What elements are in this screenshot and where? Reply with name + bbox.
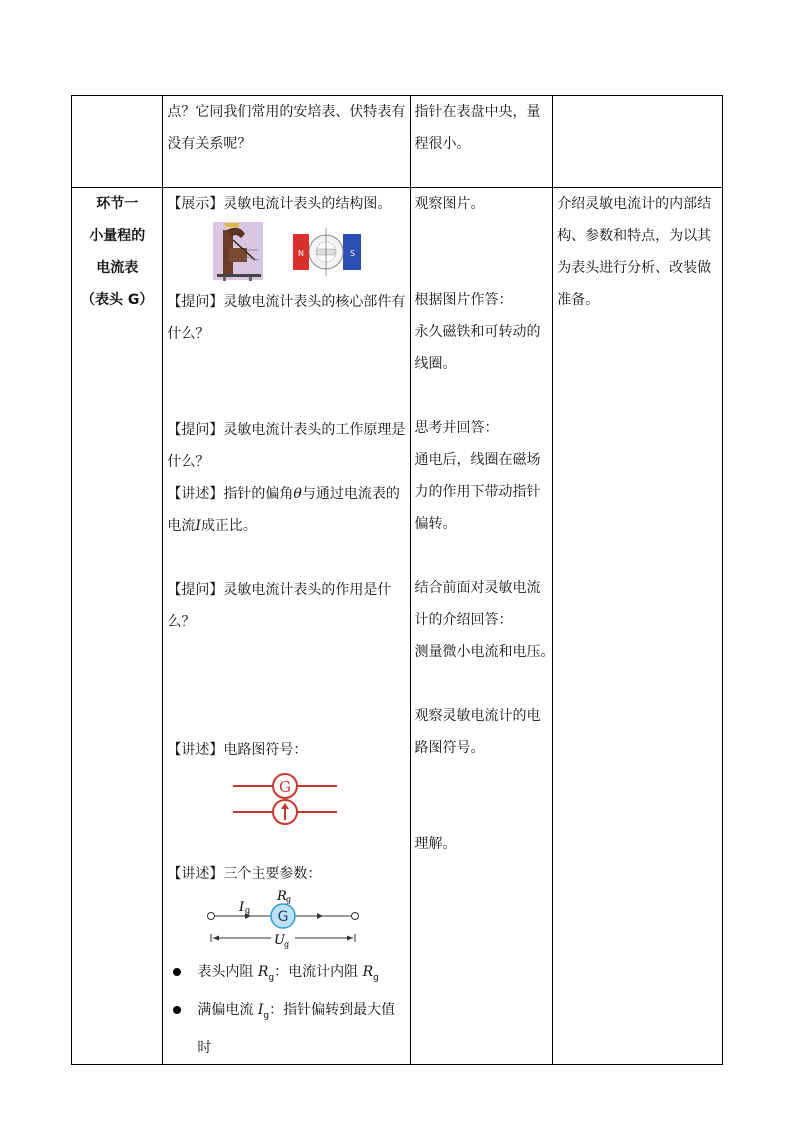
lesson-table	[71, 95, 723, 1065]
text-span: 【讲述】指针的偏角	[167, 486, 294, 502]
table-row-stage-one	[72, 188, 723, 1065]
current-label: I	[239, 900, 245, 915]
parameter-circuit-figure	[167, 890, 405, 956]
answer-symbol: 观察灵敏电流计的电	[414, 708, 541, 724]
show-text: 【展示】灵敏电流计表头的结构图。	[167, 196, 392, 212]
lecture-deflection	[167, 510, 405, 542]
lecture-symbol: 【讲述】电路图符号：	[167, 742, 308, 758]
galvanometer-letter: G	[279, 778, 292, 796]
text-span: 成正比。	[200, 518, 257, 534]
table-row-continued	[72, 96, 723, 188]
bullet-full-scale-current	[167, 994, 405, 1064]
subscript: g	[373, 972, 379, 983]
question-function: 【提问】灵敏电流计表头的作用是什	[167, 582, 392, 598]
answer-principle: 偏转。	[414, 516, 457, 532]
text-span: 与通过电流表的	[301, 486, 400, 502]
stage-line: （表头 G）	[81, 292, 154, 308]
galvanometer-letter: G	[277, 909, 289, 925]
spacer	[167, 838, 405, 858]
answer-principle: 思考并回答：	[414, 420, 499, 436]
intent-line: 介绍灵敏电流计的内部结	[557, 196, 712, 212]
resistance-label-sub: g	[286, 895, 292, 904]
lecture-deflection	[167, 478, 405, 510]
cell-design-intent	[553, 188, 723, 1065]
current-symbol: I	[257, 1001, 264, 1018]
answer-core-parts: 线圈。	[414, 356, 457, 372]
intent-line: 构、参数和特点，为以其	[557, 228, 712, 244]
current-symbol: I	[195, 518, 201, 534]
voltage-label-sub: g	[284, 940, 290, 949]
subscript: g	[268, 972, 275, 983]
magnet-south-label: S	[350, 249, 356, 258]
text-span: ：指针偏转到最大值时	[197, 1001, 396, 1056]
circuit-symbol-figure	[167, 768, 405, 838]
current-label-sub: g	[245, 906, 251, 915]
answer-core-parts: 根据图片作答：	[414, 292, 513, 308]
lecture-params: 【讲述】三个主要参数：	[167, 866, 322, 882]
galvanometer-symbol-arrow	[233, 800, 337, 824]
galvanometer-structure-figure	[167, 220, 407, 286]
answer-symbol: 路图符号。	[414, 740, 485, 756]
galvanometer-parameters	[167, 890, 407, 956]
bullet-internal-resistance	[167, 956, 405, 994]
magnet-north-label: N	[298, 249, 305, 258]
text-line: 指针在表盘中央，量	[414, 104, 541, 120]
spacer	[415, 764, 549, 828]
voltage-label: U	[274, 933, 286, 948]
intent-line: 准备。	[557, 292, 600, 308]
spacer	[415, 668, 549, 700]
answer-function: 测量微小电流和电压。	[414, 644, 555, 660]
spacer	[415, 380, 549, 412]
text-line: 程很小。	[414, 136, 471, 152]
text-span: 电流	[167, 518, 196, 534]
text-line: 点？它同我们常用的安培表、伏特表有	[167, 104, 406, 120]
question-principle: 【提问】灵敏电流计表头的工作原理是	[167, 422, 406, 438]
theta-symbol: θ	[293, 486, 302, 502]
question-core-parts: 什么？	[167, 326, 210, 342]
cell-intent-empty	[553, 96, 723, 188]
resistance-label: R	[277, 890, 288, 904]
stage-line: 电流表	[96, 260, 139, 276]
spacer	[415, 540, 549, 572]
galvanometer-symbols	[167, 768, 407, 838]
text-line: 没有关系呢？	[167, 136, 252, 152]
question-principle: 什么？	[167, 454, 210, 470]
answer-principle: 通电后，线圈在磁场	[414, 452, 541, 468]
cell-teacher-activity	[163, 188, 410, 1065]
cell-teacher-continued	[163, 96, 410, 188]
magnet-coil-diagram	[293, 228, 361, 276]
answer-function: 结合前面对灵敏电流	[414, 580, 541, 596]
intent-line: 为表头进行分析、改装做	[557, 260, 712, 276]
text-span: 表头内阻	[197, 964, 258, 980]
text-span: 满偏电流	[197, 1001, 258, 1018]
cell-student-continued	[410, 96, 553, 188]
answer-understand: 理解。	[414, 836, 457, 852]
galvanometer-symbol-g	[233, 774, 337, 798]
stage-line: 小量程的	[89, 228, 146, 244]
spacer	[415, 220, 549, 284]
answer-principle: 力的作用下带动指针	[414, 484, 541, 500]
spacer	[167, 350, 405, 414]
cell-stage-title	[72, 188, 163, 1065]
answer-core-parts: 永久磁铁和可转动的	[414, 324, 541, 340]
text-span: ：电流计内阻	[274, 964, 363, 980]
structure-images	[167, 220, 405, 286]
cell-stage-empty	[72, 96, 163, 188]
stage-line: 环节一	[96, 196, 139, 212]
spacer	[167, 638, 405, 734]
resistance-symbol: R	[362, 964, 374, 980]
galvanometer-photo	[213, 222, 263, 281]
resistance-symbol: R	[257, 964, 269, 980]
subscript: g	[263, 1010, 270, 1021]
question-function: 么？	[167, 614, 196, 630]
question-core-parts: 【提问】灵敏电流计表头的核心部件有	[167, 294, 406, 310]
answer-observe: 观察图片。	[414, 196, 485, 212]
answer-function: 计的介绍回答：	[414, 612, 513, 628]
cell-student-activity	[410, 188, 553, 1065]
spacer	[167, 542, 405, 574]
